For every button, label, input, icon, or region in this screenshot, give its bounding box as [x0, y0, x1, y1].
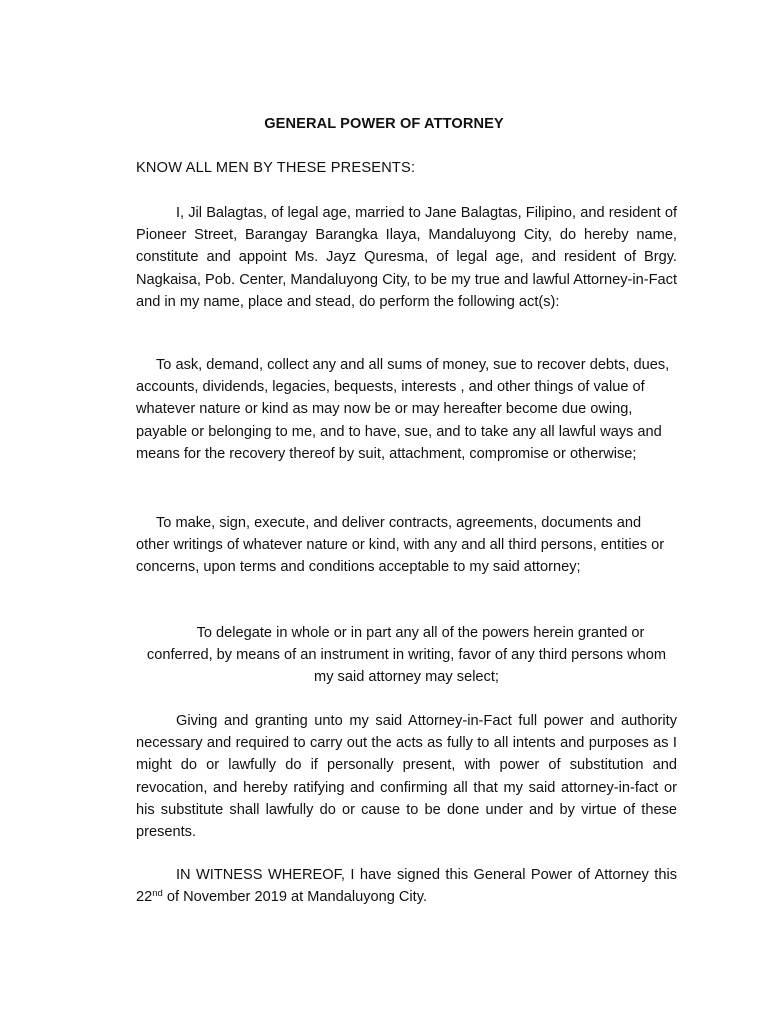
document-title: GENERAL POWER OF ATTORNEY [264, 116, 504, 132]
witness-lead: IN WITNESS WHEREOF, I have signed this General Power of Attorney this 22 [136, 867, 677, 906]
ordinal-suffix: nd [152, 888, 163, 900]
salutation: KNOW ALL MEN BY THESE PRESENTS: [136, 160, 416, 176]
witness-tail: of November 2019 at Mandaluyong City. [162, 889, 427, 906]
delegate-paragraph: To delegate in whole or in part any all of the powers herein granted or conferred, by means of an instrument in writing, favor of any third persons whom my said attorney may select; [146, 625, 667, 686]
authority-paragraph: Giving and granting unto my said Attorney-in-Fact full power and authority necessary and required to carry out the acts as fully to all intents and purposes as I might do or lawfully do if personally present, with power of substitution and revocation, and hereby ratifying and confirming all that my said attorney-in-fact or his substitute shall lawfully do or cause to be done under and by virtue of these presents. [136, 713, 677, 841]
witness-paragraph [136, 864, 677, 908]
appointment-paragraph: I, Jil Balagtas, of legal age, married to Jane Balagtas, Filipino, and resident of Pioneer Street, Barangay Barangka Ilaya, Mandaluyong City, do hereby name, constitute and appoint Ms. Jayz Quresma, of legal age, and resident of Brgy. Nagkaisa, Pob. Center, Mandaluyong City, to be my true and lawful Attorney-in-Fact and in my name, place and stead, do perform the following act(s): [136, 205, 677, 310]
contracts-paragraph: To make, sign, execute, and deliver contracts, agreements, documents and other writings of whatever nature or kind, with any and all third persons, entities or concerns, upon terms and conditions acceptable to my said attorney; [136, 515, 665, 576]
collect-paragraph: To ask, demand, collect any and all sums of money, sue to recover debts, dues, accounts, dividends, legacies, bequests, interests , and other things of value of whatever nature or kind as may now be or may hereafter become due owing, payable or belonging to me, and to have, sue, and to take any all lawful ways and means for the recovery thereof by suit, attachment, compromise or otherwise; [136, 357, 670, 462]
